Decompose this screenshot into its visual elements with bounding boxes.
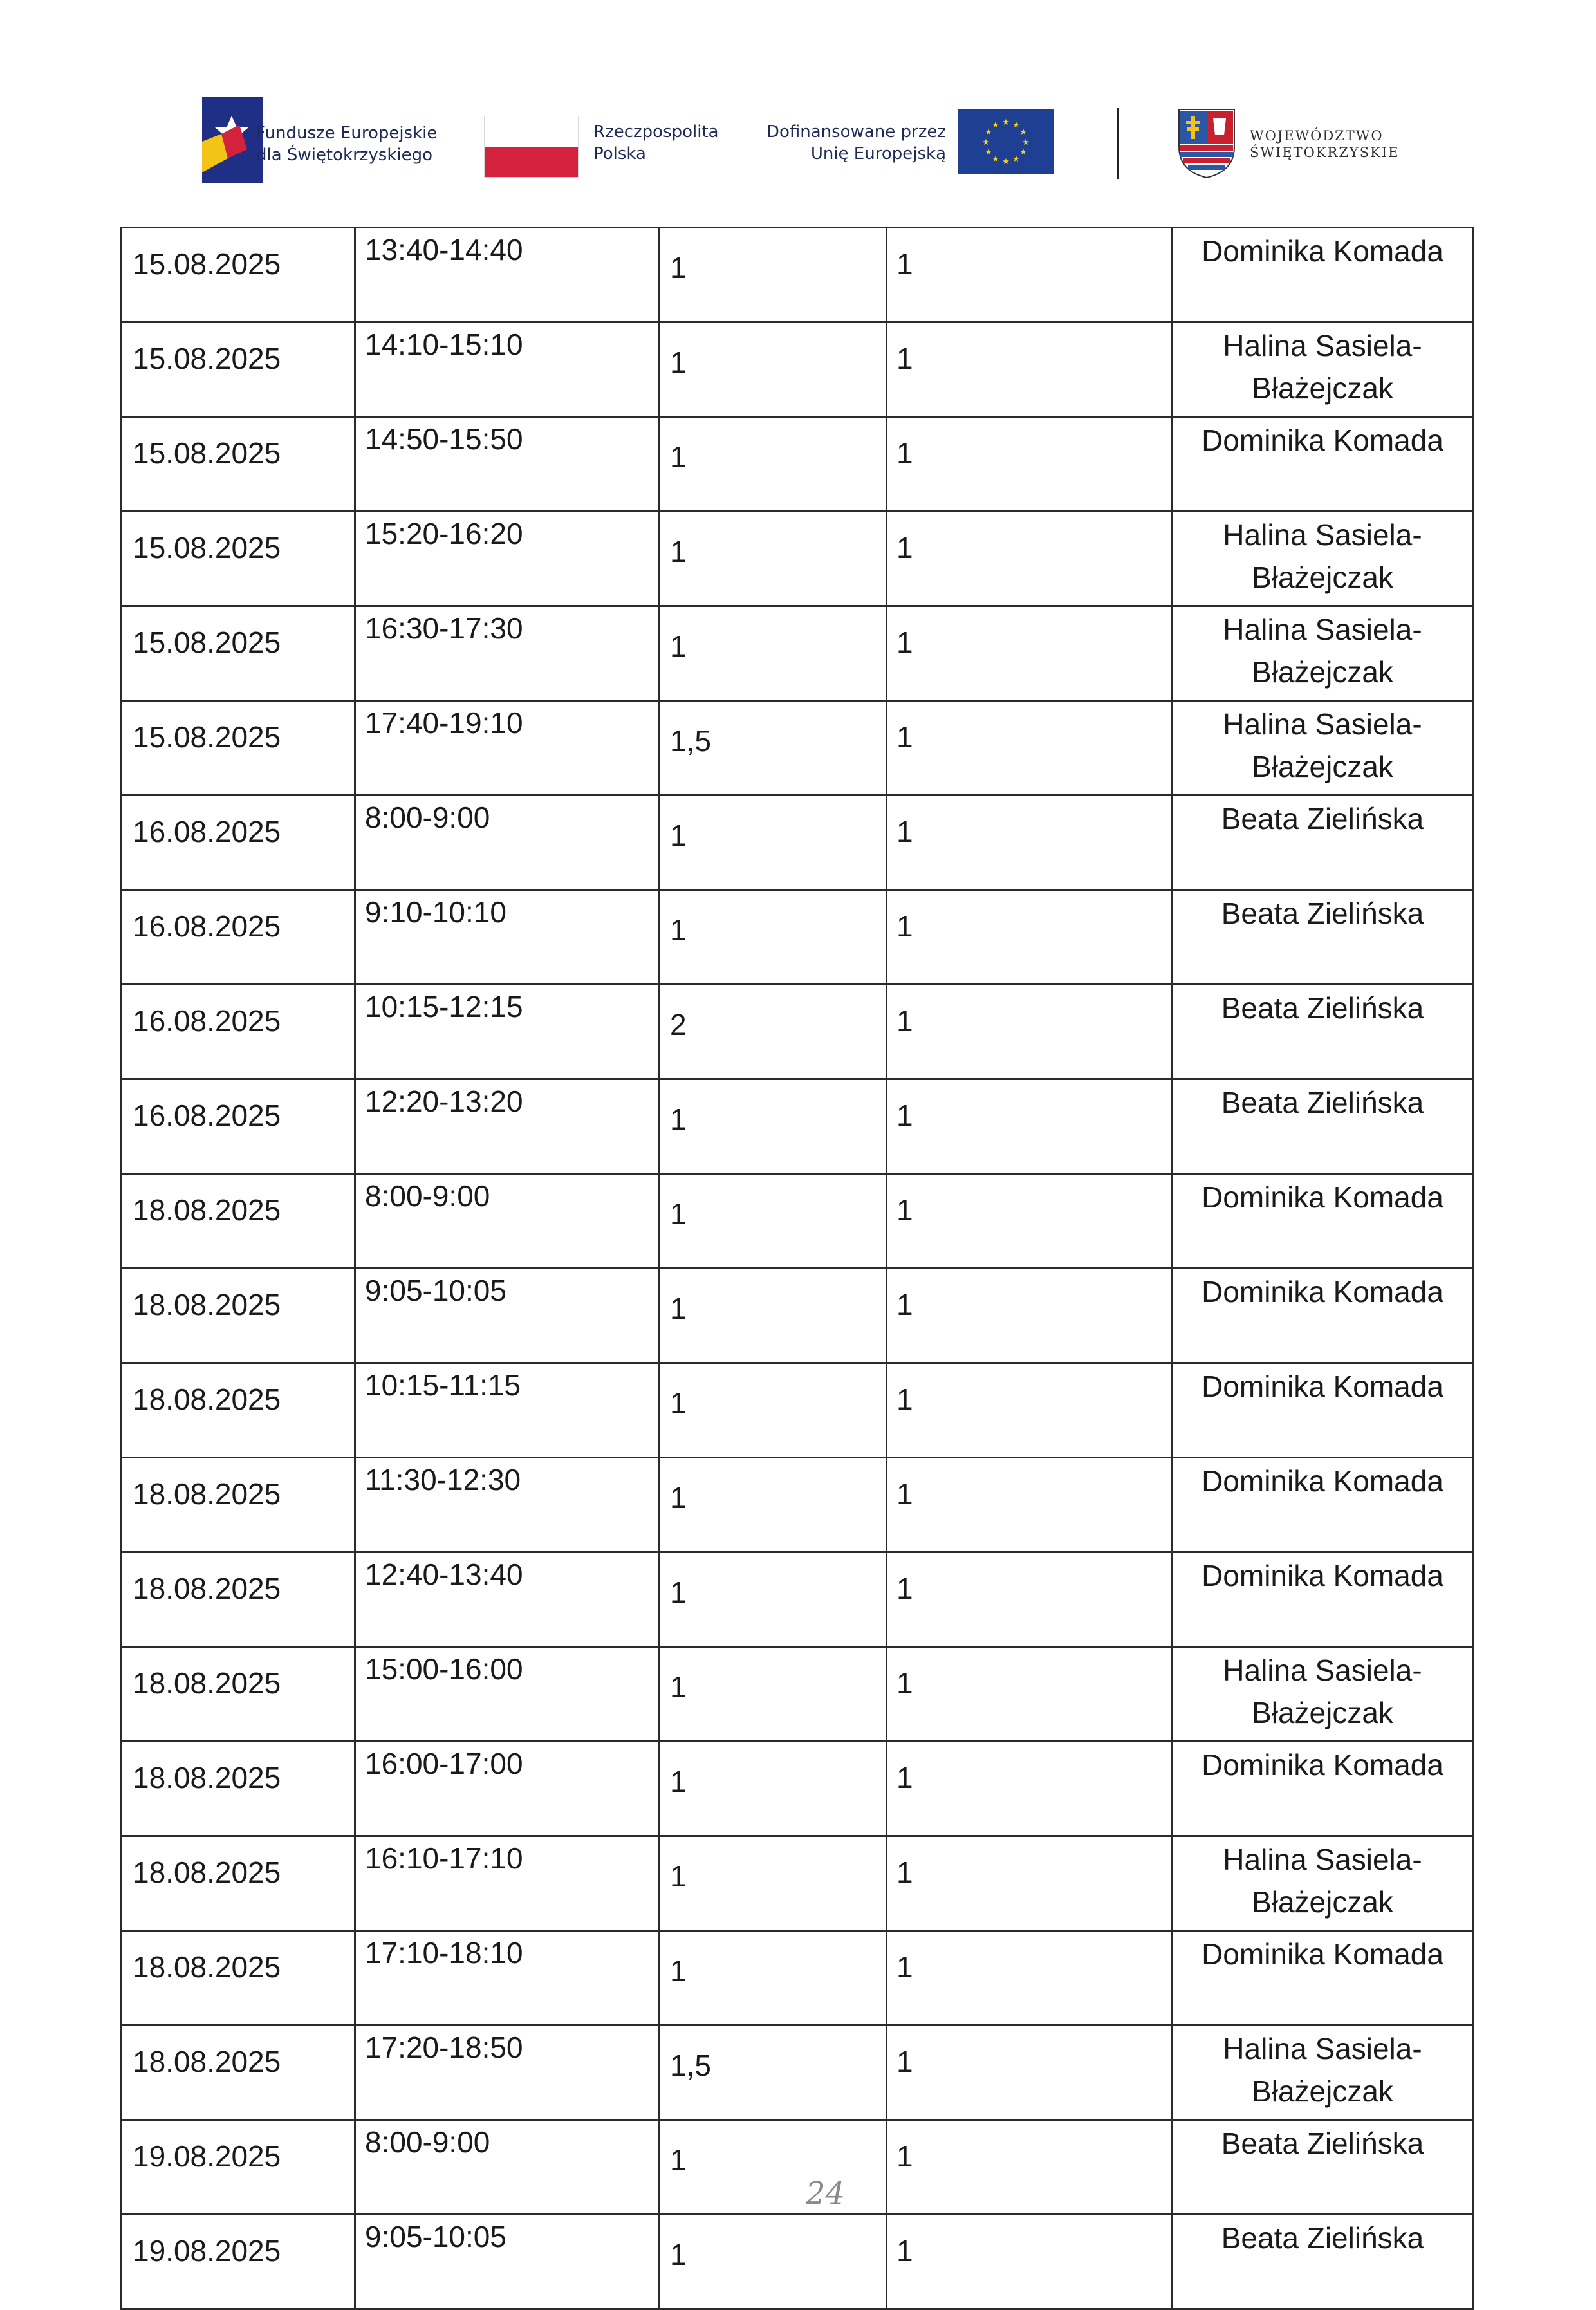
svg-text:★: ★	[1012, 154, 1020, 164]
person-cell: Halina Sasiela-Błażejczak	[1172, 2026, 1474, 2120]
time-cell: 17:10-18:10	[355, 1931, 659, 2026]
person-cell: Dominika Komada	[1172, 1269, 1474, 1363]
time-cell: 9:10-10:10	[355, 890, 659, 985]
poland-line-1: Rzeczpospolita	[593, 122, 719, 142]
table-row	[122, 1269, 1474, 1363]
person-cell: Halina Sasiela-Błażejczak	[1172, 1647, 1474, 1742]
hours-cell: 1,5	[659, 701, 887, 796]
table-row	[122, 796, 1474, 890]
count-cell: 1	[887, 512, 1172, 606]
table-row	[122, 512, 1474, 606]
count-cell: 1	[887, 417, 1172, 512]
eu-line-1: Dofinansowane przez	[766, 122, 946, 142]
time-cell: 11:30-12:30	[355, 1458, 659, 1552]
person-cell: Dominika Komada	[1172, 1931, 1474, 2026]
time-cell: 8:00-9:00	[355, 1174, 659, 1269]
count-cell: 1	[887, 1174, 1172, 1269]
voivodeship-crest-icon	[1178, 108, 1236, 179]
time-cell: 12:20-13:20	[355, 1079, 659, 1174]
time-cell: 16:30-17:30	[355, 606, 659, 701]
person-cell: Dominika Komada	[1172, 1174, 1474, 1269]
date-cell: 15.08.2025	[122, 417, 355, 512]
poland-text	[593, 121, 719, 165]
table-row	[122, 1836, 1474, 1931]
person-cell: Halina Sasiela-Błażejczak	[1172, 512, 1474, 606]
table-row	[122, 1931, 1474, 2026]
hours-cell: 1	[659, 417, 887, 512]
person-cell: Dominika Komada	[1172, 1458, 1474, 1552]
table-row	[122, 417, 1474, 512]
count-cell: 1	[887, 701, 1172, 796]
table-row	[122, 1079, 1474, 1174]
page-number-handwritten: 24	[806, 2175, 846, 2212]
svg-text:★: ★	[992, 120, 999, 130]
time-cell: 17:40-19:10	[355, 701, 659, 796]
hours-cell: 1	[659, 1647, 887, 1742]
schedule-table	[120, 227, 1474, 2310]
hours-cell: 1	[659, 322, 887, 417]
count-cell: 1	[887, 1458, 1172, 1552]
poland-line-2: Polska	[593, 144, 646, 163]
hours-cell: 1,5	[659, 2026, 887, 2120]
table-row	[122, 1552, 1474, 1647]
date-cell: 18.08.2025	[122, 1552, 355, 1647]
table-row	[122, 1363, 1474, 1458]
time-cell: 16:10-17:10	[355, 1836, 659, 1931]
date-cell: 15.08.2025	[122, 322, 355, 417]
time-cell: 14:50-15:50	[355, 417, 659, 512]
table-row	[122, 2120, 1474, 2215]
date-cell: 15.08.2025	[122, 512, 355, 606]
hours-cell: 1	[659, 2215, 887, 2309]
table-row	[122, 985, 1474, 1079]
hours-cell: 1	[659, 1931, 887, 2026]
count-cell: 1	[887, 2120, 1172, 2215]
table-row	[122, 606, 1474, 701]
count-cell: 1	[887, 322, 1172, 417]
date-cell: 15.08.2025	[122, 701, 355, 796]
svg-text:★: ★	[1019, 127, 1027, 137]
eu-funding-text	[727, 121, 946, 165]
person-cell: Beata Zielińska	[1172, 2215, 1474, 2309]
person-cell: Dominika Komada	[1172, 1552, 1474, 1647]
count-cell: 1	[887, 1079, 1172, 1174]
table-row	[122, 1458, 1474, 1552]
date-cell: 18.08.2025	[122, 2026, 355, 2120]
table-row	[122, 2215, 1474, 2309]
date-cell: 18.08.2025	[122, 1742, 355, 1836]
time-cell: 13:40-14:40	[355, 228, 659, 322]
date-cell: 15.08.2025	[122, 228, 355, 322]
table-row	[122, 1647, 1474, 1742]
table-row	[122, 1742, 1474, 1836]
person-cell: Beata Zielińska	[1172, 1079, 1474, 1174]
eu-flag-icon	[958, 109, 1054, 174]
svg-text:★: ★	[1002, 118, 1010, 127]
person-cell: Beata Zielińska	[1172, 2120, 1474, 2215]
count-cell: 1	[887, 606, 1172, 701]
person-cell: Beata Zielińska	[1172, 890, 1474, 985]
hours-cell: 1	[659, 1174, 887, 1269]
hours-cell: 1	[659, 1363, 887, 1458]
svg-text:★: ★	[1002, 157, 1010, 167]
date-cell: 18.08.2025	[122, 1931, 355, 2026]
date-cell: 16.08.2025	[122, 1079, 355, 1174]
date-cell: 16.08.2025	[122, 796, 355, 890]
header-divider	[1117, 108, 1119, 179]
voivodeship-text	[1250, 127, 1399, 161]
hours-cell: 1	[659, 606, 887, 701]
date-cell: 18.08.2025	[122, 1458, 355, 1552]
funds-logo-line-1: Fundusze Europejskie	[256, 124, 438, 143]
eu-line-2: Unię Europejską	[810, 144, 946, 163]
person-cell: Dominika Komada	[1172, 1742, 1474, 1836]
date-cell: 15.08.2025	[122, 606, 355, 701]
hours-cell: 1	[659, 1836, 887, 1931]
date-cell: 18.08.2025	[122, 1647, 355, 1742]
count-cell: 1	[887, 1931, 1172, 2026]
table-row	[122, 1174, 1474, 1269]
count-cell: 1	[887, 1742, 1172, 1836]
count-cell: 1	[887, 1647, 1172, 1742]
hours-cell: 1	[659, 1269, 887, 1363]
hours-cell: 1	[659, 1552, 887, 1647]
funds-logo-icon	[202, 97, 263, 183]
person-cell: Beata Zielińska	[1172, 985, 1474, 1079]
logo-strip	[193, 90, 1416, 193]
time-cell: 8:00-9:00	[355, 2120, 659, 2215]
person-cell: Halina Sasiela-Błażejczak	[1172, 1836, 1474, 1931]
hours-cell: 1	[659, 1079, 887, 1174]
table-row	[122, 322, 1474, 417]
person-cell: Halina Sasiela-Błażejczak	[1172, 701, 1474, 796]
svg-text:★: ★	[985, 147, 992, 157]
date-cell: 16.08.2025	[122, 985, 355, 1079]
time-cell: 16:00-17:00	[355, 1742, 659, 1836]
count-cell: 1	[887, 1836, 1172, 1931]
svg-text:★: ★	[992, 154, 999, 164]
person-cell: Dominika Komada	[1172, 1363, 1474, 1458]
count-cell: 1	[887, 2215, 1172, 2309]
hours-cell: 1	[659, 2120, 887, 2215]
date-cell: 19.08.2025	[122, 2120, 355, 2215]
time-cell: 15:00-16:00	[355, 1647, 659, 1742]
time-cell: 9:05-10:05	[355, 2215, 659, 2309]
time-cell: 15:20-16:20	[355, 512, 659, 606]
date-cell: 18.08.2025	[122, 1836, 355, 1931]
time-cell: 8:00-9:00	[355, 796, 659, 890]
hours-cell: 1	[659, 796, 887, 890]
time-cell: 17:20-18:50	[355, 2026, 659, 2120]
hours-cell: 1	[659, 1458, 887, 1552]
count-cell: 1	[887, 985, 1172, 1079]
svg-text:★: ★	[1012, 120, 1020, 130]
time-cell: 10:15-12:15	[355, 985, 659, 1079]
date-cell: 18.08.2025	[122, 1363, 355, 1458]
voivodeship-line-2: ŚWIĘTOKRZYSKIE	[1250, 145, 1400, 160]
time-cell: 14:10-15:10	[355, 322, 659, 417]
table-row	[122, 228, 1474, 322]
count-cell: 1	[887, 796, 1172, 890]
count-cell: 1	[887, 890, 1172, 985]
count-cell: 1	[887, 1269, 1172, 1363]
time-cell: 9:05-10:05	[355, 1269, 659, 1363]
person-cell: Beata Zielińska	[1172, 796, 1474, 890]
count-cell: 1	[887, 2026, 1172, 2120]
hours-cell: 1	[659, 512, 887, 606]
funds-logo-line-2: dla Świętokrzyskiego	[256, 145, 433, 165]
count-cell: 1	[887, 228, 1172, 322]
table-row	[122, 2026, 1474, 2120]
hours-cell: 1	[659, 890, 887, 985]
table-row	[122, 890, 1474, 985]
svg-text:★: ★	[982, 138, 990, 147]
hours-cell: 2	[659, 985, 887, 1079]
svg-text:★: ★	[1022, 138, 1030, 147]
count-cell: 1	[887, 1363, 1172, 1458]
person-cell: Halina Sasiela-Błażejczak	[1172, 322, 1474, 417]
time-cell: 12:40-13:40	[355, 1552, 659, 1647]
date-cell: 19.08.2025	[122, 2215, 355, 2309]
funds-logo-text	[256, 122, 437, 166]
time-cell: 10:15-11:15	[355, 1363, 659, 1458]
svg-text:★: ★	[985, 127, 992, 137]
date-cell: 18.08.2025	[122, 1174, 355, 1269]
schedule-table-body	[122, 228, 1474, 2309]
svg-text:★: ★	[1019, 147, 1027, 157]
poland-flag-icon	[484, 116, 579, 178]
table-row	[122, 701, 1474, 796]
date-cell: 18.08.2025	[122, 1269, 355, 1363]
person-cell: Dominika Komada	[1172, 228, 1474, 322]
person-cell: Dominika Komada	[1172, 417, 1474, 512]
date-cell: 16.08.2025	[122, 890, 355, 985]
hours-cell: 1	[659, 1742, 887, 1836]
hours-cell: 1	[659, 228, 887, 322]
person-cell: Halina Sasiela-Błażejczak	[1172, 606, 1474, 701]
count-cell: 1	[887, 1552, 1172, 1647]
voivodeship-line-1: WOJEWÓDZTWO	[1250, 128, 1384, 144]
